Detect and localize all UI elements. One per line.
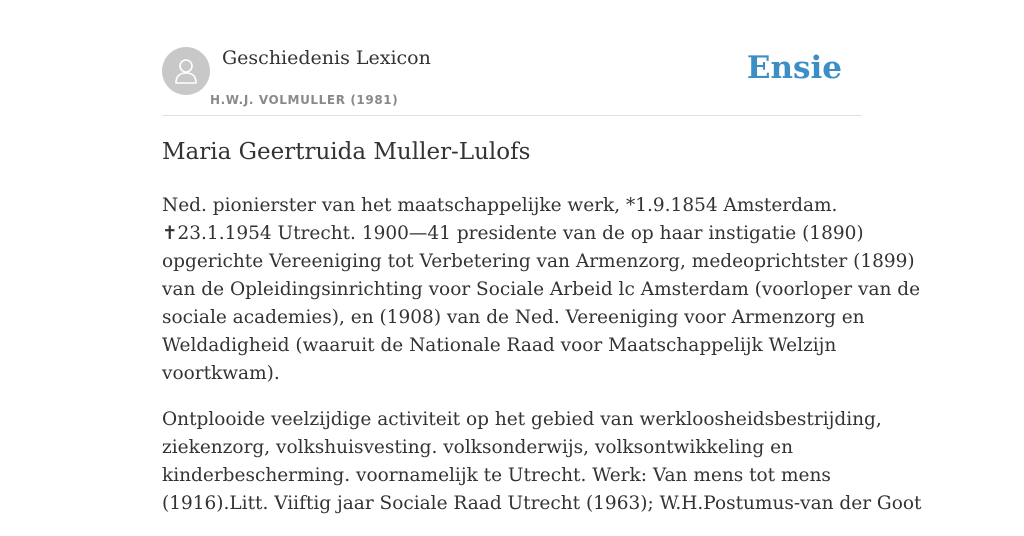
entry-title: Maria Geertruida Muller-Lulofs bbox=[162, 139, 531, 165]
book-title-link[interactable]: Geschiedenis Lexicon bbox=[222, 47, 431, 69]
entry-body bbox=[162, 192, 922, 536]
ensie-logo[interactable]: Ensie bbox=[746, 50, 842, 86]
text-line: sociale academies), en (1908) van de Ned. Vereeniging voor Armenzorg en bbox=[162, 307, 865, 328]
text-line: Weldadigheid (waaruit de Nationale Raad voor Maatschappelijk Welzijn bbox=[162, 335, 837, 356]
text-line: kinderbescherming. voornamelijk te Utrecht. Werk: Van mens tot mens bbox=[162, 465, 831, 486]
user-placeholder-icon bbox=[171, 56, 201, 86]
paragraph-2 bbox=[162, 406, 922, 518]
text-line: Ned. pionierster van het maatschappelijke werk, *1.9.1854 Amsterdam. bbox=[162, 195, 838, 216]
text-line: ✝23.1.1954 Utrecht. 1900—41 presidente van de op haar instigatie (1890) bbox=[162, 223, 864, 244]
author-credit[interactable]: H.W.J. VOLMULLER (1981) bbox=[210, 93, 399, 107]
text-line: voortkwam). bbox=[162, 363, 280, 384]
text-line: opgerichte Vereeniging tot Verbetering van Armenzorg, medeoprichtster (1899) bbox=[162, 251, 915, 272]
paragraph-1 bbox=[162, 192, 921, 388]
text-line: ziekenzorg, volkshuisvesting. volksonderwijs, volksontwikkeling en bbox=[162, 437, 794, 458]
header bbox=[162, 47, 862, 116]
text-line: van de Opleidingsinrichting voor Sociale Arbeid lc Amsterdam (voorloper van de bbox=[162, 279, 921, 300]
text-line: (1916).Litt. Viiftig jaar Sociale Raad Utrecht (1963); W.H.Postumus-van der Goot bbox=[162, 493, 922, 514]
text-line: Ontplooide veelzijdige activiteit op het gebied van werkloosheidsbestrijding, bbox=[162, 409, 882, 430]
avatar[interactable] bbox=[162, 47, 210, 95]
